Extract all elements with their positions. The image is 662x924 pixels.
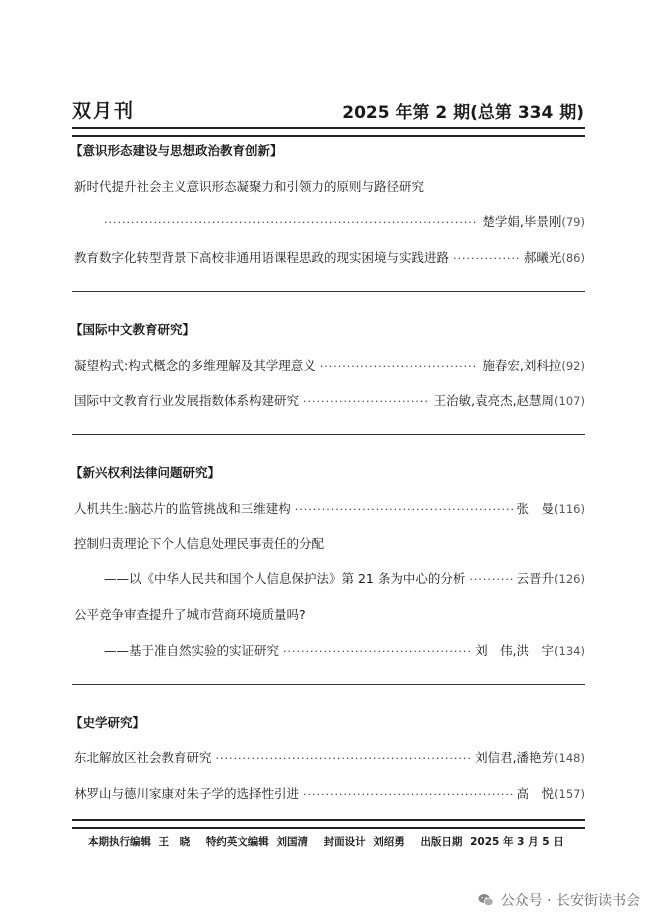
- watermark-text: 公众号 · 长安街读书会: [500, 893, 640, 909]
- article-author: 郝曦光: [523, 250, 562, 265]
- leader-dots: [295, 503, 513, 516]
- footer-divider: [72, 819, 585, 829]
- section-divider: [72, 291, 585, 292]
- leader-dots: [469, 573, 512, 586]
- article-title: 公平竞争审查提升了城市营商环境质量吗?: [74, 607, 306, 622]
- section-title: 【新兴权利法律问题研究】: [70, 465, 221, 480]
- colophon: [88, 834, 568, 849]
- article-title: 凝望构式:构式概念的多维理解及其学理意义: [74, 358, 316, 373]
- article-entry: [74, 499, 585, 517]
- article-subtitle: ——以《中华人民共和国个人信息保护法》第 21 条为中心的分析: [104, 571, 466, 586]
- wechat-icon: [477, 891, 495, 909]
- article-author: 刘信君,潘艳芳: [475, 750, 555, 765]
- article-page: ( 116 ): [554, 502, 585, 516]
- leader-dots: [453, 252, 520, 265]
- journal-frequency: 双月刊: [72, 100, 136, 122]
- article-subtitle: ——基于准自然实验的实证研究: [104, 643, 280, 658]
- article-title: 东北解放区社会教育研究: [74, 750, 212, 765]
- article-page: ( 134 ): [554, 644, 585, 658]
- watermark: [477, 890, 640, 910]
- leader-dots: [216, 752, 472, 765]
- article-entry: [74, 748, 585, 766]
- cover-designer: 刘绍勇: [373, 836, 405, 848]
- article-author: 楚学娟,毕景刚: [482, 214, 562, 229]
- article-author: 施春宏,刘科拉: [482, 358, 562, 373]
- article-entry: [74, 248, 585, 266]
- leader-dots: [104, 216, 478, 229]
- article-author: 张 曼: [516, 501, 555, 516]
- article-page: ( 107 ): [554, 394, 585, 408]
- publish-date-label: 出版日期: [420, 836, 463, 848]
- article-title: 人机共生:脑芯片的监管挑战和三维建构: [74, 501, 291, 516]
- article-entry: [74, 391, 585, 409]
- article-page: ( 79 ): [561, 215, 585, 229]
- section-title: 【意识形态建设与思想政治教育创新】: [70, 143, 283, 158]
- article-title: 教育数字化转型背景下高校非通用语课程思政的现实困境与实践进路: [74, 250, 450, 265]
- article-page: ( 92 ): [561, 359, 585, 373]
- article-author: 刘 伟,洪 宇: [475, 643, 555, 658]
- article-entry: [104, 641, 585, 659]
- article-title: 控制归责理论下个人信息处理民事责任的分配: [74, 536, 325, 551]
- leader-dots: [320, 360, 479, 373]
- leader-dots: [283, 645, 471, 658]
- article-author: 王治敏,袁亮杰,赵慧周: [433, 393, 555, 408]
- article-title: 新时代提升社会主义意识形态凝聚力和引领力的原则与路径研究: [74, 179, 425, 194]
- article-author: 云晋升: [516, 571, 555, 586]
- article-title: 林罗山与德川家康对朱子学的选择性引进: [74, 786, 300, 801]
- issue-info: 2025 年第 2 期(总第 334 期): [342, 103, 584, 123]
- article-entry: [104, 569, 585, 587]
- section-divider: [72, 684, 585, 685]
- article-page: ( 148 ): [554, 751, 585, 765]
- cover-design-label: 封面设计: [323, 836, 366, 848]
- executive-editor: 王 晓: [158, 836, 191, 848]
- section-divider: [72, 434, 585, 435]
- english-editor: 刘国清: [276, 836, 308, 848]
- article-page: ( 157 ): [554, 787, 585, 801]
- article-page: ( 126 ): [554, 572, 585, 586]
- article-author: 高 悦: [516, 786, 555, 801]
- english-editor-label: 特约英文编辑: [205, 836, 269, 848]
- leader-dots: [303, 788, 513, 801]
- section-title: 【国际中文教育研究】: [70, 322, 196, 337]
- article-entry: [104, 212, 585, 230]
- publish-date: 2025 年 3 月 5 日: [470, 836, 564, 848]
- header-divider: [72, 127, 585, 137]
- leader-dots: [303, 395, 430, 408]
- section-title: 【史学研究】: [70, 715, 146, 730]
- article-title: 国际中文教育行业发展指数体系构建研究: [74, 393, 300, 408]
- executive-editor-label: 本期执行编辑: [88, 836, 151, 848]
- article-page: ( 86 ): [561, 251, 585, 265]
- article-entry: [74, 356, 585, 374]
- article-entry: [74, 784, 585, 802]
